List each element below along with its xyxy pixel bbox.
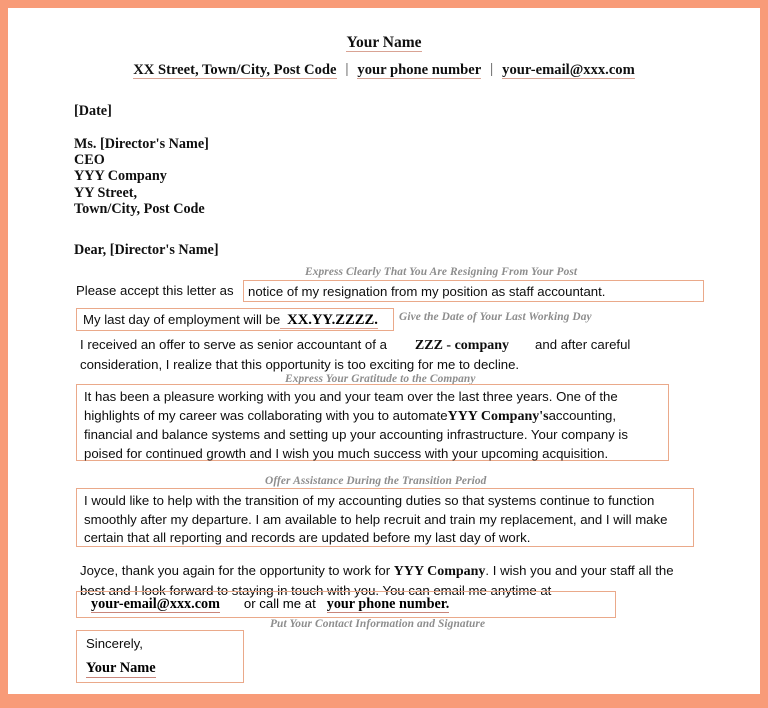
letter-sheet [8, 8, 760, 694]
letter-date: [Date] [74, 103, 112, 119]
paragraph-transition-box: I would like to help with the transition of my accounting duties so that systems continue to function smoothly after my departure. I am available to help recruit and train my replacement, and I will make certain that all reporting and records are updated before my last day of work. [76, 488, 694, 547]
letterhead-contact-line [8, 62, 760, 79]
letterhead-email: your-email@xxx.com [502, 62, 635, 78]
hint-contact-and-signature: Put Your Contact Information and Signature [270, 618, 486, 630]
paragraph-resignation-boxed: notice of my resignation from my position as staff accountant. [243, 280, 704, 302]
paragraph-gratitude-part1: It has been a pleasure working with you and your team over the last three years. One of the highlights of my career was collaborating with you to automate [84, 389, 618, 423]
paragraph-new-offer-part2: and after careful [535, 337, 631, 352]
signature-box [76, 630, 244, 683]
paragraph-resignation [76, 280, 676, 302]
sign-off-text: Sincerely, [86, 636, 143, 651]
contact-phone: your phone number. [326, 596, 450, 612]
recipient-line-company: YYY Company [74, 168, 167, 185]
signature-name: Your Name [86, 660, 156, 676]
paragraph-gratitude-part2: accounting, financial and balance systems and setting up your accounting infrastructure. Your company is poised for continued growth and I wish you much success with your upcoming acquisition. [84, 407, 628, 461]
letterhead-name-text: Your Name [346, 34, 422, 51]
letterhead-separator-1: | [345, 61, 349, 77]
paragraph-new-offer-company: ZZZ - company [414, 338, 510, 353]
contact-email[interactable]: your-email@xxx.com [91, 596, 220, 612]
hint-last-working-day: Give the Date of Your Last Working Day [399, 311, 592, 323]
paragraph-gratitude-box [76, 384, 669, 461]
letterhead-address: XX Street, Town/City, Post Code [133, 62, 337, 78]
recipient-address-block [74, 136, 209, 217]
letterhead-name [8, 34, 760, 52]
recipient-line-title: CEO [74, 152, 105, 169]
recipient-line-name: Ms. [Director's Name] [74, 136, 209, 152]
hint-express-resignation: Express Clearly That You Are Resigning From Your Post [305, 266, 578, 278]
letterhead-phone: your phone number [357, 62, 482, 78]
salutation: Dear, [Director's Name] [74, 242, 219, 258]
paragraph-resignation-lead: Please accept this letter as [76, 283, 234, 298]
paragraph-new-offer-part1: I received an offer to serve as senior accountant of a [80, 337, 387, 352]
hint-offer-assistance: Offer Assistance During the Transition Period [265, 475, 487, 487]
paragraph-last-day-lead: My last day of employment will be [83, 312, 281, 327]
paragraph-new-offer-line2: consideration, I realize that this opportunity is too exciting for me to decline. [80, 356, 520, 372]
paragraph-gratitude-company: YYY Company's [447, 408, 549, 424]
hint-express-gratitude: Express Your Gratitude to the Company [285, 373, 476, 385]
paragraph-last-day-date: XX.YY.ZZZZ. [280, 312, 378, 329]
letterhead-separator-2: | [490, 61, 494, 77]
paragraph-closing-company: YYY Company [393, 564, 486, 579]
paragraph-closing-part1: Joyce, thank you again for the opportunity to work for [80, 563, 391, 578]
contact-middle-text: or call me at [243, 596, 316, 611]
recipient-line-city: Town/City, Post Code [74, 200, 205, 217]
contact-details-box [76, 591, 616, 618]
recipient-line-street: YY Street, [74, 184, 138, 201]
paragraph-closing-part2: . I wish you and your staff all the best and I look forward to staying in touch with you. You can email me anytime at [80, 563, 674, 598]
paragraph-last-day-box [76, 308, 394, 331]
paragraph-new-offer [80, 336, 680, 374]
